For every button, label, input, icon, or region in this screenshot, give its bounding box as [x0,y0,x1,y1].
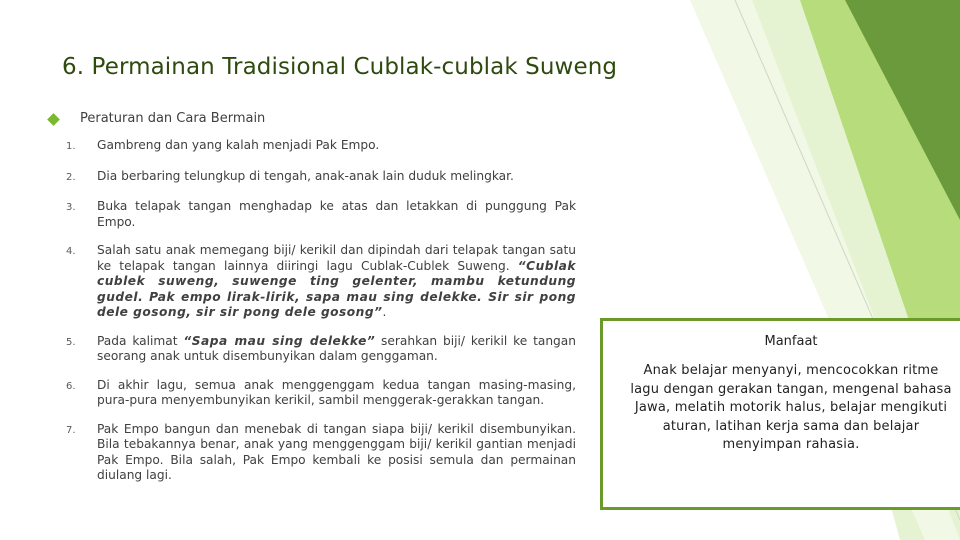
rule-number: 6. [66,380,76,392]
rules-list [66,138,576,484]
rule-number: 2. [66,171,76,183]
manfaat-line: Anak belajar menyanyi, mencocokkan ritme [643,363,939,378]
song-phrase: “Sapa mau sing delekke” [183,333,376,348]
rule-item [66,422,576,484]
manfaat-title: Manfaat [764,334,818,349]
rule-item [66,243,576,321]
rule-item [66,199,576,230]
rule-text: Salah satu anak memegang biji/ kerikil dan dipindah dari telapak tangan satu ke telapak tangan lainnya diiringi lagu Cublak-Cublek Suweng. “Cublak cublek suweng, suwenge ting gelenter, mambu ketundung gudel. Pak empo lirak-lirik, sapa mau sing delekke. Sir sir pong dele gosong, sir sir pong dele gosong”. [97,243,576,319]
manfaat-text [608,362,960,455]
section-subheading: Peraturan dan Cara Bermain [80,111,266,126]
manfaat-line: Jawa, melatih motorik halus, belajar mengikuti [634,400,948,416]
rule-text: Pada kalimat “Sapa mau sing delekke” serahkan biji/ kerikil ke tangan seorang anak untuk disembunyikan dalam genggaman. [97,333,576,363]
manfaat-line: aturan, latihan kerja sama dan belajar [662,418,920,434]
rule-number: 1. [66,141,76,152]
rule-number: 7. [66,424,76,436]
rule-item [66,138,576,154]
rule-item [66,378,576,409]
slide-title: 6. Permainan Tradisional Cublak-cublak Suweng [62,54,618,80]
rule-number: 3. [66,202,76,213]
rule-text: Pak Empo bangun dan menebak di tangan siapa biji/ kerikil disembunyikan. Bila tebakannya benar, anak yang menggenggam biji/ kerikil gantian menjadi Pak Empo. Bila salah, Pak Empo kembali ke posisi semula dan permainan diulang lagi. [97,421,576,482]
manfaat-line: lagu dengan gerakan tangan, mengenal bahasa [630,381,952,397]
rule-item [66,169,576,185]
song-lyrics: “Cublak cublek suweng, suwenge ting gelenter, mambu ketundung gudel. Pak empo lirak-lirik, sapa mau sing delekke. Sir sir pong dele gosong, sir sir pong dele gosong” [97,258,576,319]
rule-item [66,334,576,365]
rule-number: 4. [66,246,76,257]
rule-text: Buka telapak tangan menghadap ke atas dan letakkan di punggung Pak Empo. [97,199,576,229]
manfaat-line: menyimpan rahasia. [722,437,860,453]
rule-text: Di akhir lagu, semua anak menggenggam kedua tangan masing-masing, pura-pura menyembunyikan kerikil, sambil menggerak-gerakkan tangan. [97,377,576,407]
rule-text: Gambreng dan yang kalah menjadi Pak Empo. [97,138,380,152]
rule-number: 5. [66,336,76,348]
rule-text: Dia berbaring telungkup di tengah, anak-anak lain duduk melingkar. [97,168,514,183]
